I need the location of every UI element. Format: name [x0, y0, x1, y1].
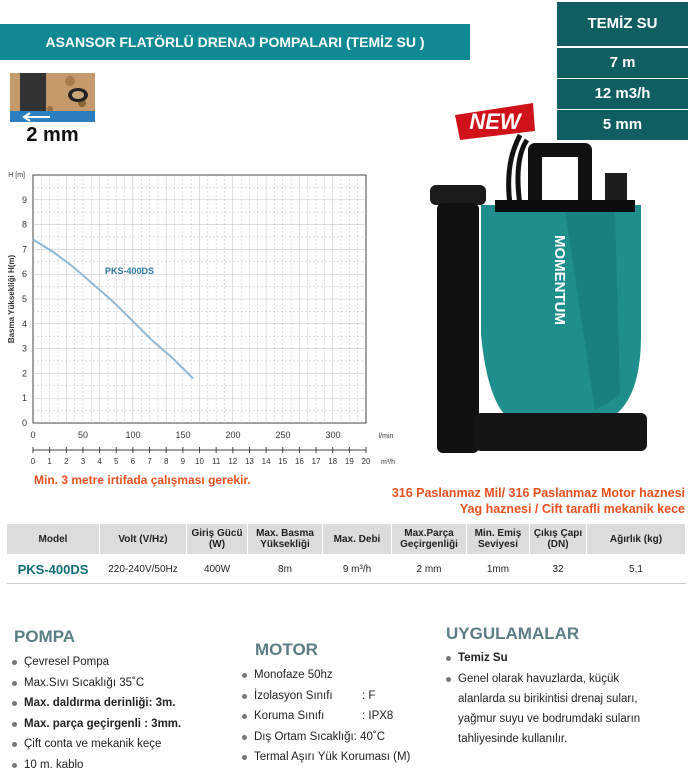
- table-row: [7, 555, 686, 584]
- min-depth-note: Min. 3 metre irtifada çalışması gerekir.: [34, 473, 251, 487]
- page-title: ASANSOR FLATÖRLÜ DRENAJ POMPALARI (TEMİZ SU ): [0, 24, 470, 60]
- motor-item-label: İzolasyon Sınıfı: [254, 689, 333, 702]
- x-tick-label: 250: [275, 430, 291, 440]
- motor-item-value: : IPX8: [362, 710, 394, 722]
- x-tick-label: 50: [77, 430, 89, 440]
- cell-outlet: 32: [530, 555, 587, 584]
- x-tick-label: 100: [125, 430, 141, 440]
- list-item: Çevresel Pompa: [10, 652, 240, 673]
- list-item: Temiz Su: [444, 648, 644, 669]
- motor-item-value: : F: [362, 689, 376, 702]
- x-tick-label: 300: [325, 430, 341, 440]
- col-max-flow: Max. Debi: [323, 524, 392, 555]
- x2-tick-label: 18: [328, 457, 338, 466]
- cell-volt: 220-240V/50Hz: [100, 555, 187, 584]
- y-tick-label: 4: [21, 318, 27, 329]
- col-particle: Max.Parça Geçirgenliği: [392, 524, 467, 555]
- feature-line-2: Yag haznesi / Cift tarafli mekanik kece: [459, 502, 685, 516]
- x2-tick-label: 1: [47, 457, 52, 466]
- performance-chart: [0, 165, 400, 470]
- list-item: [240, 706, 440, 727]
- y-tick-label: 5: [21, 294, 27, 304]
- x2-tick-label: 16: [294, 457, 304, 466]
- y-tick-label: 7: [21, 244, 27, 255]
- col-max-head: Max. Basma Yüksekliği: [248, 524, 323, 555]
- x2-tick-label: 4: [97, 457, 102, 466]
- new-badge-text: NEW: [469, 109, 521, 134]
- col-min-suction: Min. Emiş Seviyesi: [467, 524, 530, 555]
- x2-unit-label: m³/h: [381, 459, 395, 466]
- spec-box-heading: TEMİZ SU: [557, 2, 688, 46]
- cell-min-suction: 1mm: [467, 555, 530, 584]
- list-item: Max. parça geçirgenli : 3mm.: [10, 714, 240, 735]
- new-badge: [455, 103, 535, 140]
- series-label-pks-400ds: PKS-400DS: [105, 266, 155, 277]
- list-item: Genel olarak havuzlarda, küçük alanlarda su birikintisi drenaj suları, yağmur suyu ve bodrumdaki suların tahliyesinde kullanılır.: [444, 669, 644, 749]
- motor-list: [240, 665, 440, 768]
- spec-max-flow: 12 m3/h: [557, 78, 688, 109]
- list-item: [240, 686, 440, 707]
- x2-tick-label: 17: [311, 457, 321, 466]
- list-item: [240, 665, 440, 686]
- y-tick-label: 8: [21, 219, 27, 230]
- x-tick-label: 0: [30, 430, 36, 440]
- motor-item-label: Termal Aşırı Yük Koruması (M): [254, 751, 411, 763]
- uygulamalar-list: [444, 648, 644, 749]
- x2-tick-label: 10: [195, 457, 204, 466]
- y-tick-label: 9: [21, 194, 27, 205]
- list-item: Max. daldırma derinliği: 3m.: [10, 693, 240, 714]
- list-item: [240, 727, 440, 748]
- x2-tick-label: 13: [244, 457, 254, 466]
- pompa-list: [10, 652, 240, 775]
- x2-tick-label: 15: [278, 457, 288, 466]
- cell-max-head: 8m: [248, 555, 323, 584]
- x2-tick-label: 20: [361, 457, 371, 466]
- spec-particle-size: 5 mm: [557, 109, 688, 140]
- col-volt: Volt (V/Hz): [100, 524, 187, 555]
- y-axis-label: Basma Yüksekliği H(m): [7, 254, 16, 344]
- x2-tick-label: 7: [147, 457, 152, 466]
- y-tick-label: 1: [21, 393, 27, 404]
- brand-label: MOMENTUM: [551, 235, 568, 325]
- x-unit-label: l/min: [378, 433, 394, 440]
- x2-tick-label: 3: [80, 457, 86, 466]
- list-item: Max.Sıvı Sıcaklığı 35˚C: [10, 673, 240, 694]
- x-tick-label: 200: [225, 430, 241, 440]
- x2-tick-label: 11: [211, 457, 221, 466]
- particle-cutaway-image: [10, 73, 95, 148]
- motor-item-label: Koruma Sınıfı: [254, 710, 325, 722]
- y-tick-label: 6: [21, 269, 27, 280]
- y-unit-label: H [m]: [8, 172, 25, 179]
- x2-tick-label: 12: [228, 457, 238, 466]
- cell-weight: 5,1: [587, 555, 686, 584]
- spec-table: [6, 523, 686, 584]
- cell-model: PKS-400DS: [7, 555, 100, 584]
- col-outlet: Çıkış Çapı (DN): [530, 524, 587, 555]
- list-item: Çift conta ve mekanik keçe: [10, 734, 240, 755]
- x2-tick-label: 8: [163, 457, 169, 466]
- y-tick-label: 3: [21, 343, 27, 354]
- col-weight: Ağırlık (kg): [587, 524, 686, 555]
- x-tick-label: 150: [175, 430, 191, 440]
- feature-line-1: 316 Paslanmaz Mil/ 316 Paslanmaz Motor haznesi: [391, 486, 685, 500]
- x2-tick-label: 19: [344, 457, 354, 466]
- table-header-row: [7, 524, 686, 555]
- x2-tick-label: 9: [180, 457, 186, 466]
- spec-max-head: 7 m: [557, 47, 688, 78]
- pompa-title: POMPA: [14, 627, 76, 646]
- cell-power: 400W: [187, 555, 248, 584]
- list-item: [240, 747, 440, 768]
- y-tick-label: 2: [21, 368, 27, 379]
- col-power: Giriş Gücü (W): [187, 524, 248, 555]
- uygulamalar-title: UYGULAMALAR: [446, 624, 580, 643]
- x2-tick-label: 2: [64, 457, 69, 466]
- list-item: 10 m. kablo: [10, 755, 240, 776]
- cell-max-flow: 9 m³/h: [323, 555, 392, 584]
- particle-size-label: 2 mm: [10, 122, 95, 148]
- x2-tick-label: 14: [261, 457, 271, 466]
- motor-item-label: Dış Ortam Sıcaklığı: 40˚C: [254, 730, 386, 743]
- x2-tick-label: 6: [130, 457, 136, 466]
- cell-particle: 2 mm: [392, 555, 467, 584]
- motor-item-label: Monofaze 50hz: [254, 669, 333, 681]
- x2-tick-label: 0: [30, 457, 36, 466]
- col-model: Model: [7, 524, 100, 555]
- y-tick-label: 0: [21, 418, 27, 428]
- x2-tick-label: 5: [114, 457, 119, 466]
- pump-image: [415, 95, 655, 475]
- motor-title: MOTOR: [255, 640, 318, 659]
